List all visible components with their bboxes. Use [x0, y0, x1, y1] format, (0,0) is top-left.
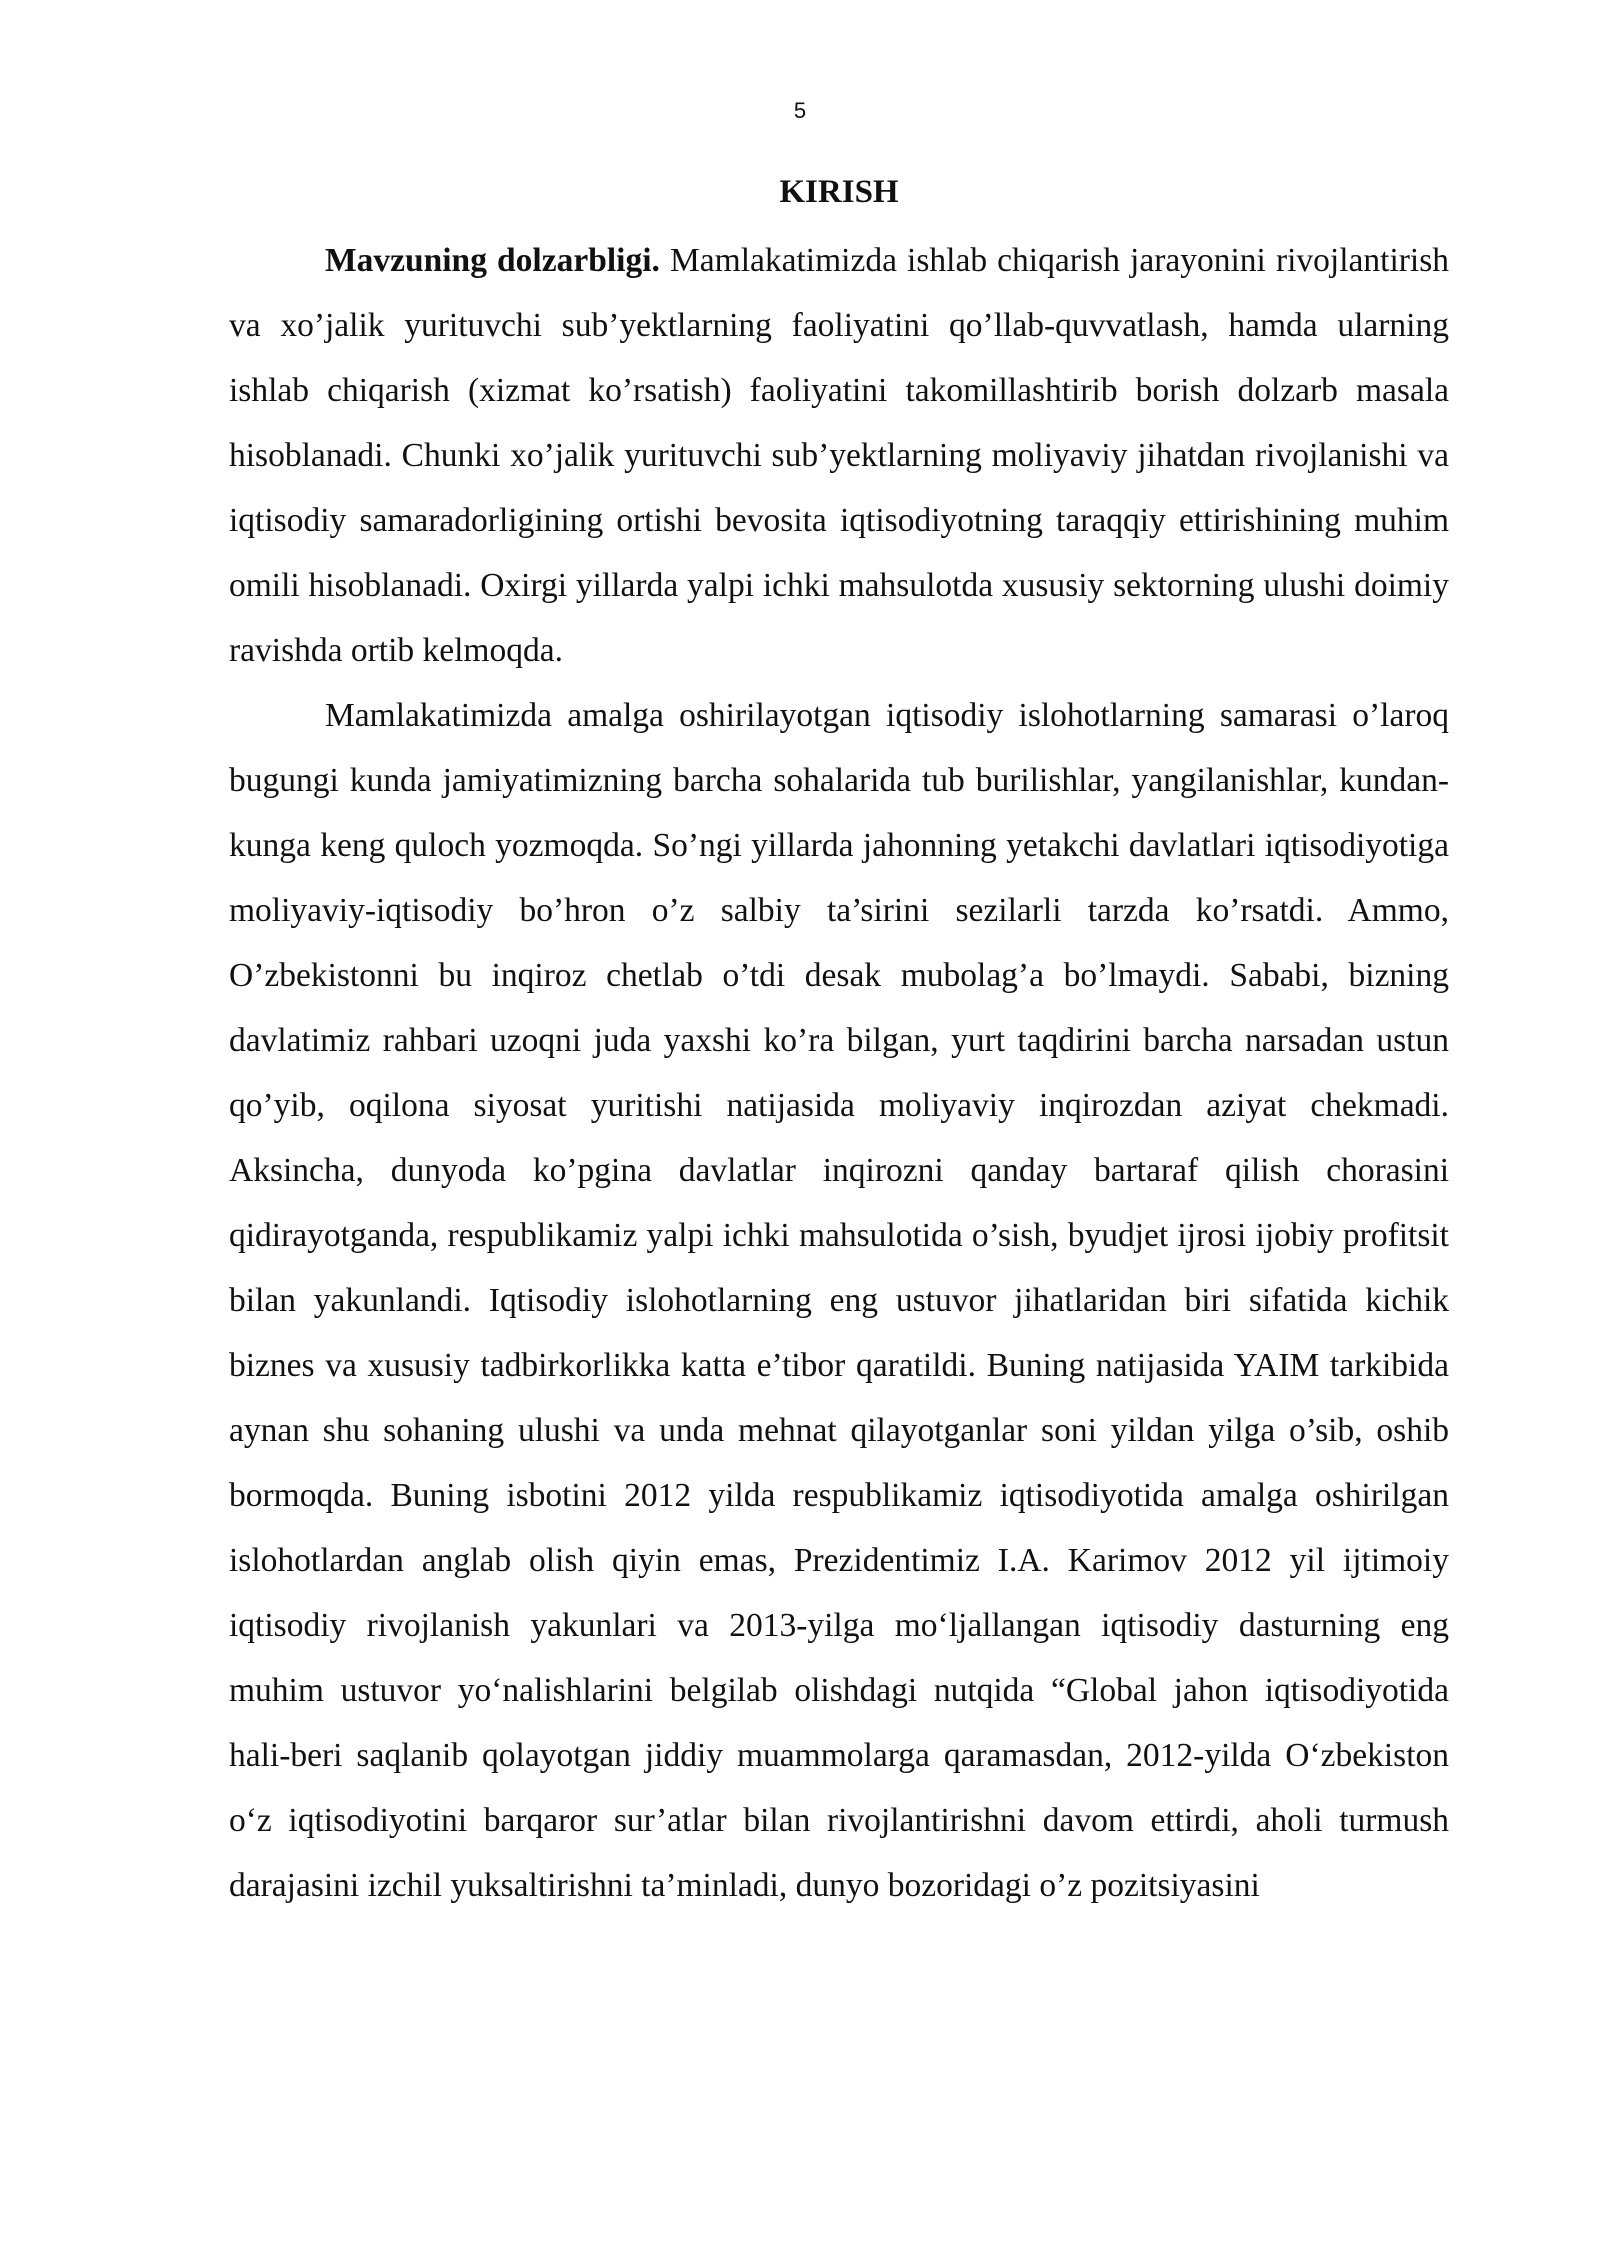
body-text: [229, 228, 1449, 1918]
paragraph-text: Mamlakatimizda ishlab chiqarish jarayonini rivojlantirish va xo’jalik yurituvchi sub’yektlarning faoliyatini qo’llab-quvvatlash, hamda ularning ishlab chiqarish (xizmat ko’rsatish) faoliyatini takomillashtirib borish dolzarb masala hisoblanadi. Chunki xo’jalik yurituvchi sub’yektlarning moliyaviy jihatdan rivojlanishi va iqtisodiy samaradorligining ortishi bevosita iqtisodiyotning taraqqiy ettirishining muhim omili hisoblanadi. Oxirgi yillarda yalpi ichki mahsulotda xususiy sektorning ulushi doimiy ravishda ortib kelmoqda.: [229, 242, 1450, 669]
paragraph-reforms: [229, 683, 1449, 1918]
paragraph-text: Mamlakatimizda amalga oshirilayotgan iqtisodiy islohotlarning samarasi o’laroq bugungi kunda jamiyatimizning barcha sohalarida tub burilishlar, yangilanishlar, kundan-kunga keng quloch yozmoqda. So’ngi yillarda jahonning yetakchi davlatlari iqtisodiyotiga moliyaviy-iqtisodiy bo’hron o’z salbiy ta’sirini sezilarli tarzda ko’rsatdi. Ammo, O’zbekistonni bu inqiroz chetlab o’tdi desak mubolag’a bo’lmaydi. Sababi, bizning davlatimiz rahbari uzoqni juda yaxshi ko’ra bilgan, yurt taqdirini barcha narsadan ustun qo’yib, oqilona siyosat yuritishi natijasida moliyaviy inqirozdan aziyat chekmadi. Aksincha, dunyoda ko’pgina davlatlar inqirozni qanday bartaraf qilish chorasini qidirayotganda, respublikamiz yalpi ichki mahsulotida o’sish, byudjet ijrosi ijobiy profitsit bilan yakunlandi. Iqtisodiy islohotlarning eng ustuvor jihatlaridan biri sifatida kichik biznes va xususiy tadbirkorlikka katta e’tibor qaratildi. Buning natijasida YAIM tarkibida aynan shu sohaning ulushi va unda mehnat qilayotganlar soni yildan yilga o’sib, oshib bormoqda. Buning isbotini 2012 yilda respublikamiz iqtisodiyotida amalga oshirilgan islohotlardan anglab olish qiyin emas, Prezidentimiz I.A. Karimov 2012 yil ijtimoiy iqtisodiy rivojlanish yakunlari va 2013-yilga moʻljallangan iqtisodiy dasturning eng muhim ustuvor yoʻnalishlarini belgilab olishdagi nutqida “Global jahon iqtisodiyotida hali-beri saqlanib qolayotgan jiddiy muammolarga qaramasdan, 2012-yilda Oʻzbekiston oʻz iqtisodiyotini barqaror sur’atlar bilan rivojlantirishni davom ettirdi, aholi turmush darajasini izchil yuksaltirishni ta’minladi, dunyo bozoridagi o’z pozitsiyasini: [229, 697, 1449, 1904]
paragraph-lead: Mavzuning dolzarbligi.: [325, 242, 660, 279]
paragraph-relevance: [229, 228, 1449, 683]
page-number: 5: [793, 98, 807, 123]
section-heading: KIRISH: [779, 174, 899, 210]
